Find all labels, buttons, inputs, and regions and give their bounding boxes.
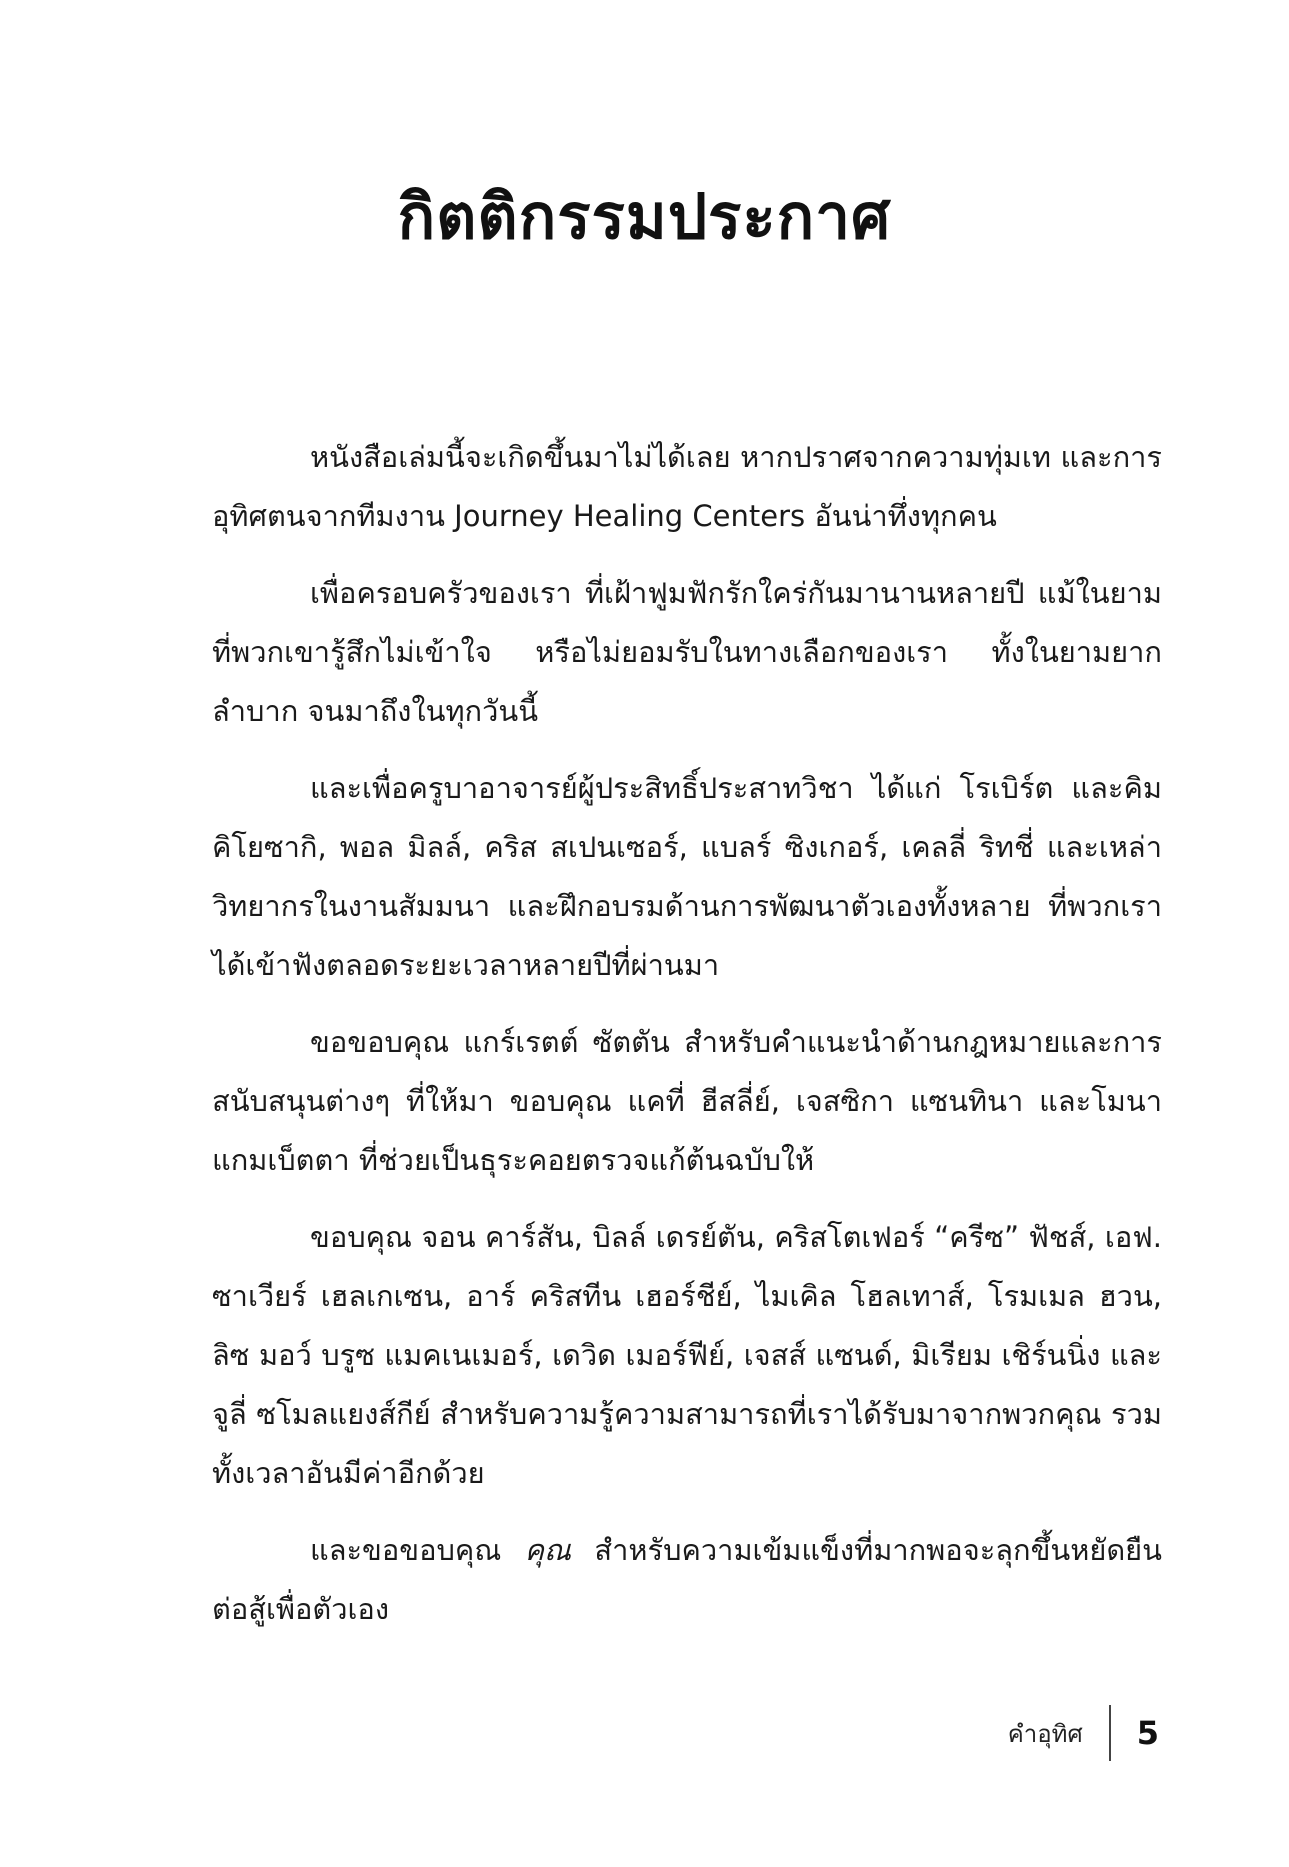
paragraph-3: และเพื่อครูบาอาจารย์ผู้ประสิทธิ์ประสาทวิชา ได้แก่ โรเบิร์ต และคิม คิโยซากิ, พอล มิลล์, คริส สเปนเซอร์, แบลร์ ซิงเกอร์, เคลลี่ ริทชี่ และเหล่าวิทยากรในงานสัมมนา และฝึกอบรมด้านการพัฒนาตัวเองทั้งหลาย ที่พวกเราได้เข้าฟังตลอดระยะเวลาหลายปีที่ผ่านมา [212, 771, 1162, 982]
paragraph-6-after: สำหรับความเข้มแข็งที่มากพอจะลุกขึ้นหยัดยืนต่อสู้เพื่อตัวเอง [212, 1533, 1162, 1626]
paragraph-5: ขอบคุณ จอน คาร์สัน, บิลล์ เดรย์ตัน, คริสโตเฟอร์ “ครีซ” ฟัชส์, เอฟ. ซาเวียร์ เฮลเกเซน, อาร์ คริสทีน เฮอร์ชีย์, ไมเคิล โฮลเทาส์, โรมเมล ฮวน, ลิซ มอว์ บรูซ แมคเนเมอร์, เดวิด เมอร์ฟีย์, เจสส์ แซนด์, มิเรียม เชิร์นนิ่ง และ จูลี่ ซโมลแยงส์กีย์ สำหรับความรู้ความสามารถที่เราได้รับมาจากพวกคุณ รวมทั้งเวลาอันมีค่าอีกด้วย [212, 1220, 1162, 1490]
body-text [212, 428, 1162, 1657]
page-title: กิตติกรรมประกาศ [397, 180, 892, 253]
paragraph-6-emphasis: คุณ [524, 1533, 571, 1567]
paragraph-1: หนังสือเล่มนี้จะเกิดขึ้นมาไม่ได้เลย หากปราศจากความทุ่มเท และการอุทิศตนจากทีมงาน Journey Healing Centers อันน่าทึ่งทุกคน [212, 440, 1162, 533]
page-number: 5 [1136, 1714, 1159, 1752]
paragraph-2: เพื่อครอบครัวของเรา ที่เฝ้าฟูมฟักรักใคร่กันมานานหลายปี แม้ในยามที่พวกเขารู้สึกไม่เข้าใจ หรือไม่ยอมรับในทางเลือกของเรา ทั้งในยามยากลำบาก จนมาถึงในทุกวันนี้ [212, 576, 1162, 728]
paragraph-6-before: และขอขอบคุณ [310, 1533, 525, 1567]
paragraph-4: ขอขอบคุณ แกร์เรตต์ ซัตตัน สำหรับคำแนะนำด้านกฎหมายและการสนับสนุนต่างๆ ที่ให้มา ขอบคุณ แคที่ ฮีสลี่ย์, เจสซิกา แซนทินา และโมนา แกมเบ็ตตา ที่ช่วยเป็นธุระคอยตรวจแก้ต้นฉบับให้ [212, 1025, 1162, 1177]
page-footer [1008, 1705, 1159, 1761]
paragraph-6 [212, 1521, 1162, 1639]
running-head: คำอุทิศ [1007, 1719, 1083, 1748]
